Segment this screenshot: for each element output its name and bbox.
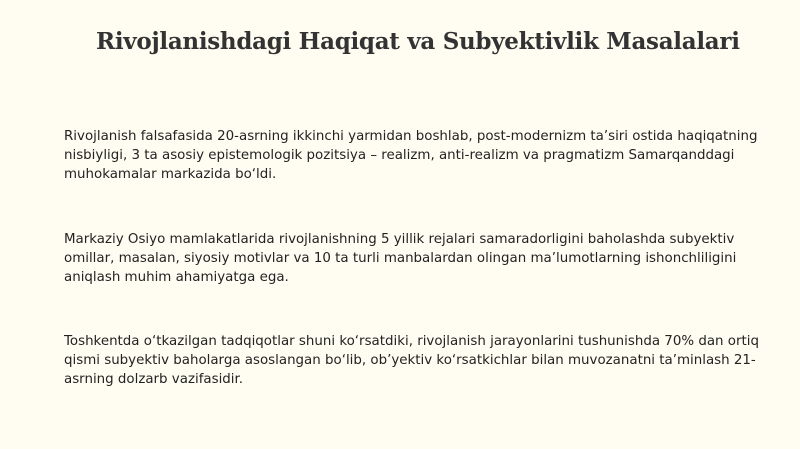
paragraph-1: Rivojlanish falsafasida 20-asrning ikkinchi yarmidan boshlab, post-modernizm ta’siri ostida haqiqatning nisbiyligi, 3 ta asosiy epistemologik pozitsiya – realizm, anti-realizm va pragmatizm Samarqanddagi muhokamalar markazida bo‘ldi.	[64, 129, 758, 182]
paragraph-3: Toshkentda o‘tkazilgan tadqiqotlar shuni ko‘rsatdiki, rivojlanish jarayonlarini tushunishda 70% dan ortiq qismi subyektiv baholarga asoslangan bo‘lib, ob’yektiv ko‘rsatkichlar bilan muvozanatni ta’minlash 21-asrning dolzarb vazifasidir.	[64, 334, 759, 387]
slide-title: Rivojlanishdagi Haqiqat va Subyektivlik Masalalari	[96, 28, 740, 55]
paragraph-2: Markaziy Osiyo mamlakatlarida rivojlanishning 5 yillik rejalari samaradorligini baholashda subyektiv omillar, masalan, siyosiy motivlar va 10 ta turli manbalardan olingan ma’lumotlarning ishonchliligini aniqlash muhim ahamiyatga ega.	[64, 232, 737, 285]
